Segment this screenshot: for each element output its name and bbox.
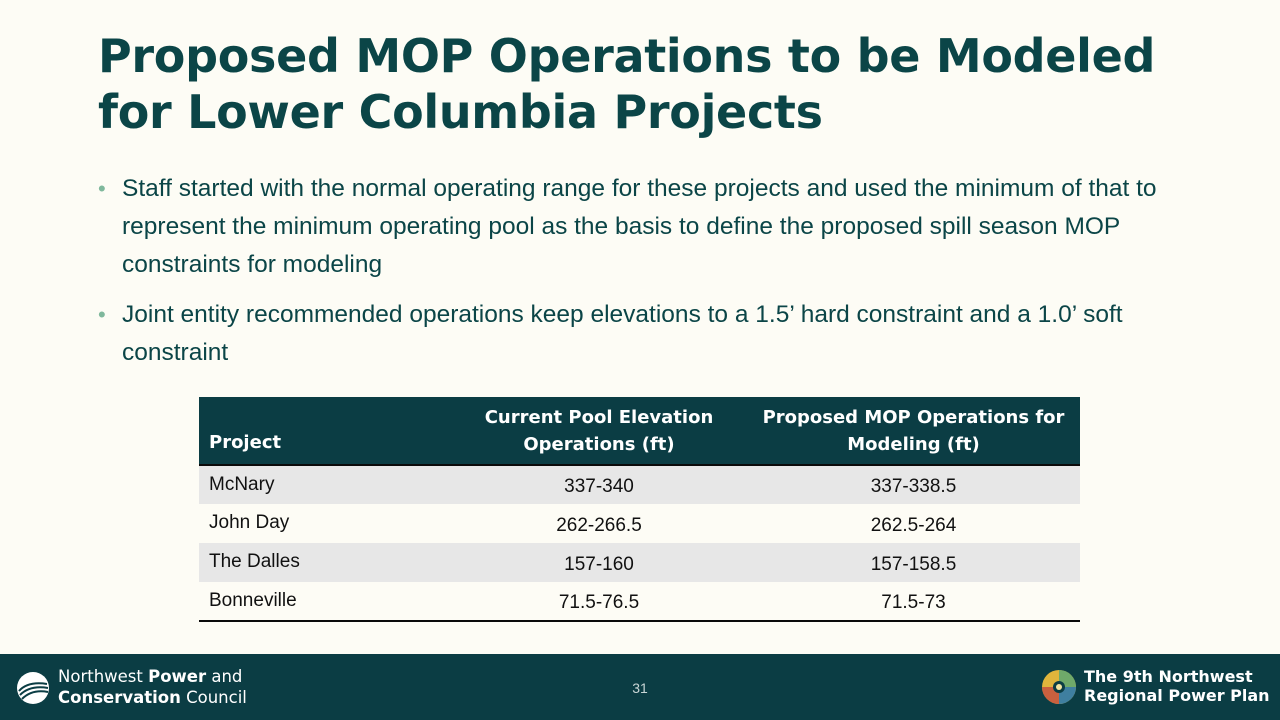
table-row bbox=[199, 543, 1080, 582]
bullet-list bbox=[98, 170, 1198, 384]
plan-line: Regional Power Plan bbox=[1084, 686, 1270, 705]
header-project: Project bbox=[199, 397, 451, 465]
cell-proposed: 262.5-264 bbox=[870, 514, 957, 536]
cell-proposed: 337-338.5 bbox=[870, 476, 957, 497]
bullet-item bbox=[98, 170, 1198, 284]
plan-line: The 9th Northwest bbox=[1084, 667, 1253, 686]
power-plan-circle-logo-icon bbox=[1041, 667, 1077, 707]
mop-operations-table bbox=[199, 397, 1080, 622]
bullet-dot: • bbox=[98, 176, 106, 201]
header-proposed-mop: Proposed MOP Operations for Modeling (ft) bbox=[747, 397, 1080, 465]
bullet-text: Joint entity recommended operations keep elevations to a 1.5’ hard constraint and a 1.0’ soft constraint bbox=[122, 301, 1123, 366]
table-row bbox=[199, 504, 1080, 543]
bullet-text: Staff started with the normal operating range for these projects and used the minimum of that to represent the minimum operating pool as the basis to define the proposed spill season MOP constraints for modeling bbox=[122, 175, 1157, 278]
footer-bar bbox=[0, 654, 1280, 720]
cell-project: John Day bbox=[209, 512, 290, 533]
table-header-row bbox=[199, 397, 1080, 465]
cell-project: McNary bbox=[209, 474, 275, 495]
council-name bbox=[58, 666, 247, 708]
cell-proposed: 71.5-73 bbox=[747, 582, 1080, 621]
slide-title: Proposed MOP Operations to be Modeled for Lower Columbia Projects bbox=[98, 29, 1156, 139]
cell-project: The Dalles bbox=[209, 551, 300, 572]
cell-current: 157-160 bbox=[564, 553, 634, 575]
bullet-item bbox=[98, 296, 1198, 372]
org-word: Council bbox=[180, 688, 247, 707]
cell-project: Bonneville bbox=[199, 582, 451, 621]
table-row bbox=[199, 582, 1080, 621]
cell-current: 71.5-76.5 bbox=[451, 582, 747, 621]
header-current-pool: Current Pool Elevation Operations (ft) bbox=[451, 397, 747, 465]
org-word: and bbox=[206, 667, 243, 686]
cell-current: 262-266.5 bbox=[556, 514, 642, 536]
page-number: 31 bbox=[632, 680, 648, 696]
cell-current: 337-340 bbox=[564, 476, 634, 497]
council-wave-logo-icon bbox=[16, 671, 50, 705]
cell-proposed: 157-158.5 bbox=[870, 553, 957, 575]
org-word: Northwest bbox=[58, 667, 149, 686]
bullet-dot: • bbox=[98, 302, 106, 327]
org-word-bold: Power bbox=[148, 667, 207, 686]
org-word-bold: Conservation bbox=[58, 688, 181, 707]
power-plan-name bbox=[1084, 667, 1270, 705]
table-row bbox=[199, 465, 1080, 504]
